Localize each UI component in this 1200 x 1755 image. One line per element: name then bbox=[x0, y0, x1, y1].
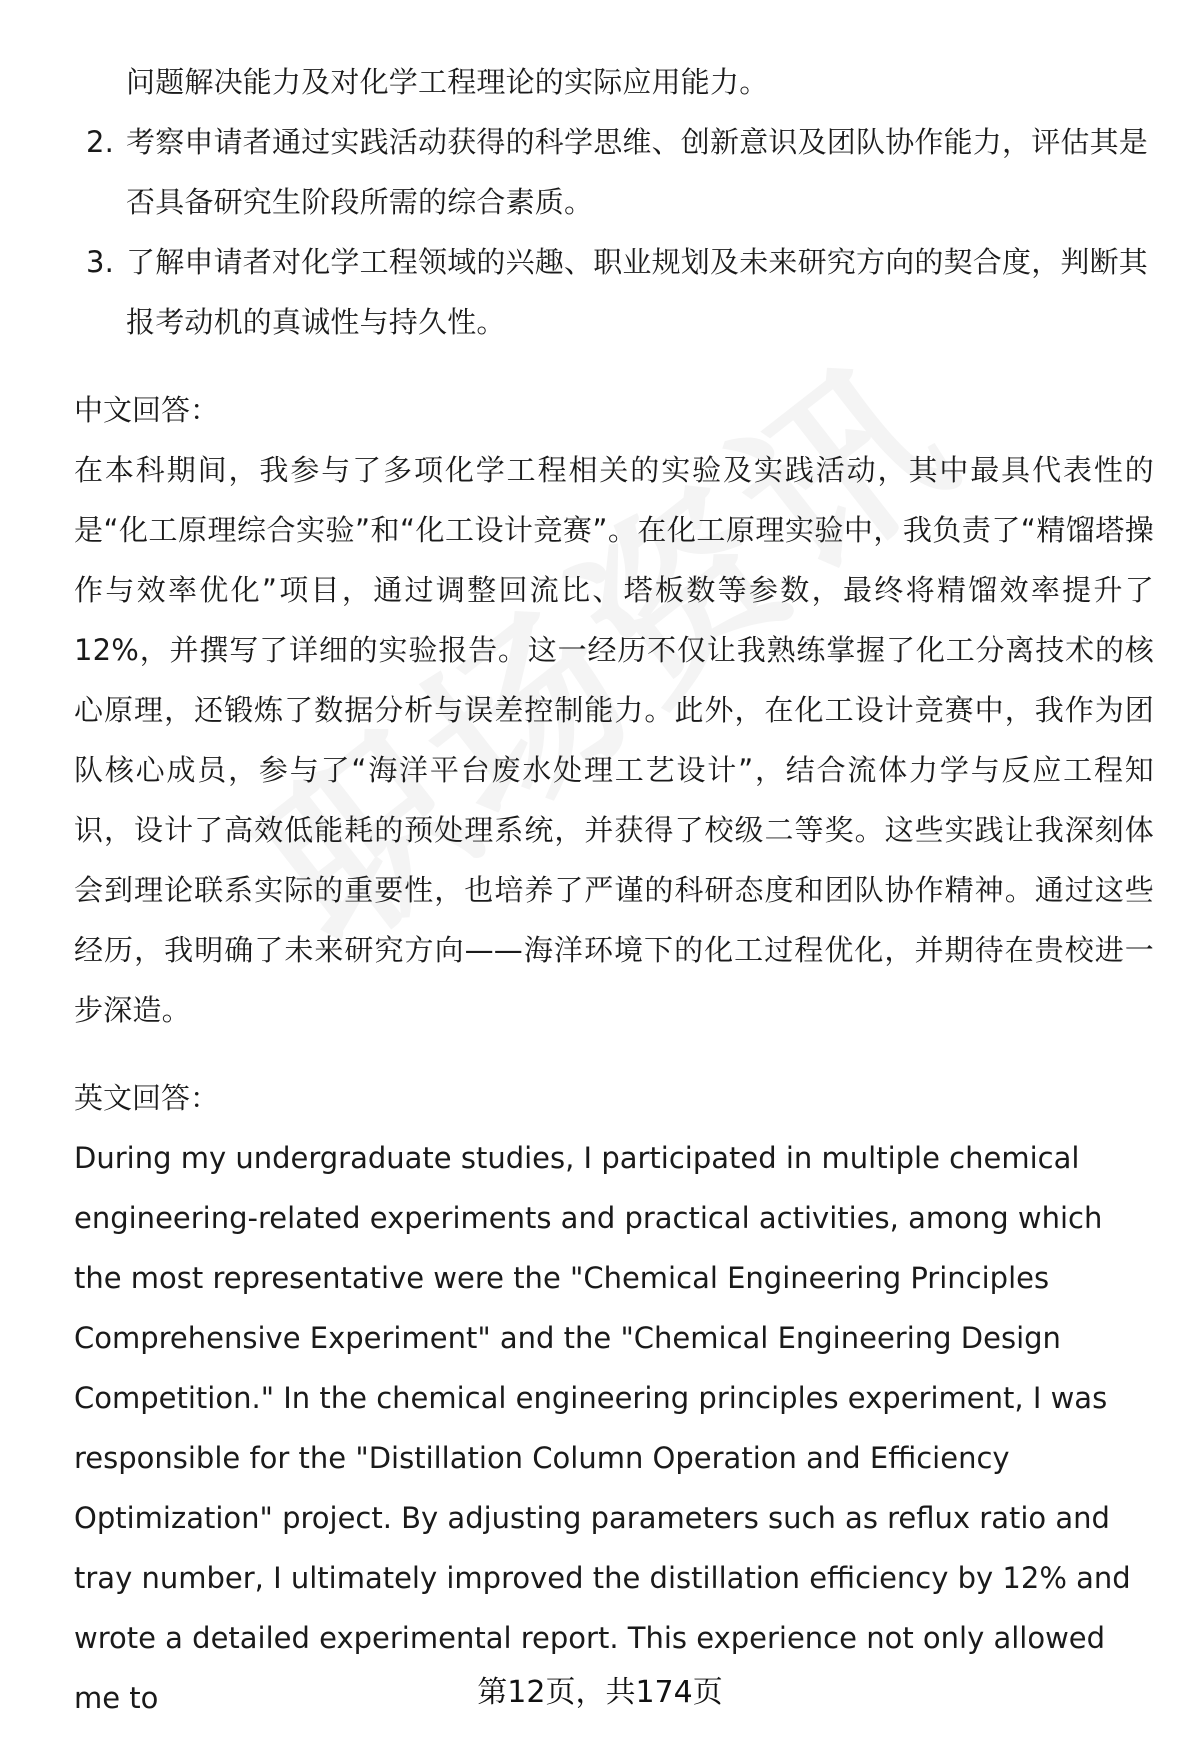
page-content bbox=[74, 52, 1154, 1728]
list-item-text: 考察申请者通过实践活动获得的科学思维、创新意识及团队协作能力，评估其是否具备研究生阶段所需的综合素质。 bbox=[126, 125, 1149, 219]
chinese-answer-body: 在本科期间，我参与了多项化学工程相关的实验及实践活动，其中最具代表性的是“化工原理综合实验”和“化工设计竞赛”。在化工原理实验中，我负责了“精馏塔操作与效率优化”项目，通过调整回流比、塔板数等参数，最终将精馏效率提升了12%，并撰写了详细的实验报告。这一经历不仅让我熟练掌握了化工分离技术的核心原理，还锻炼了数据分析与误差控制能力。此外，在化工设计竞赛中，我作为团队核心成员，参与了“海洋平台废水处理工艺设计”，结合流体力学与反应工程知识，设计了高效低能耗的预处理系统，并获得了校级二等奖。这些实践让我深刻体会到理论联系实际的重要性，也培养了严谨的科研态度和团队协作精神。通过这些经历，我明确了未来研究方向——海洋环境下的化工过程优化，并期待在贵校进一步深造。 bbox=[74, 453, 1154, 1027]
list-item bbox=[74, 112, 1154, 232]
list-item bbox=[74, 232, 1154, 352]
list-number: 2. bbox=[86, 125, 115, 159]
continued-list-text: 问题解决能力及对化学工程理论的实际应用能力。 bbox=[126, 65, 769, 99]
page-number-footer: 第12页，共174页 bbox=[477, 1675, 723, 1710]
numbered-list bbox=[74, 112, 1154, 352]
chinese-answer-heading: 中文回答： bbox=[74, 393, 220, 427]
english-answer-heading: 英文回答： bbox=[74, 1081, 220, 1115]
english-answer-body: During my undergraduate studies, I participated in multiple chemical engineering-related experiments and practical activities, among which the most representative were the "Chemical Engineering Principles Comprehensive Experiment" and the "Chemical Engineering Design Competition." In the chemical engineering principles experiment, I was responsible for the "Distillation Column Operation and Efficiency Optimization" project. By adjusting parameters such as reflux ratio and tray number, I ultimately improved the distillation efficiency by 12% and wrote a detailed experimental report. This experience not only allowed me to bbox=[74, 1141, 1131, 1715]
list-item-text: 了解申请者对化学工程领域的兴趣、职业规划及未来研究方向的契合度，判断其报考动机的真诚性与持久性。 bbox=[126, 245, 1149, 339]
list-number: 3. bbox=[86, 245, 115, 279]
